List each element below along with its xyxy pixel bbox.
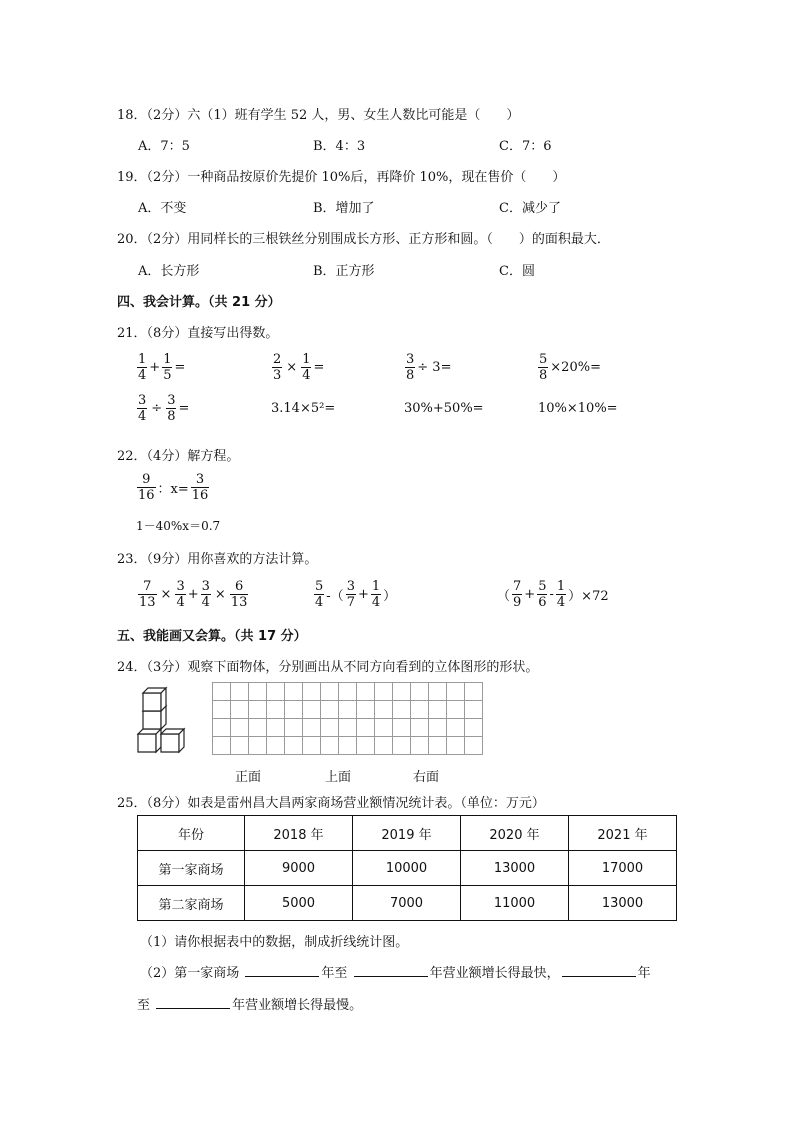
operator: × (214, 587, 226, 602)
table-header-cell: 2021 年 (569, 816, 677, 851)
q25-sub-2-text: 年营业额增长得最快， (429, 966, 560, 981)
operator: ） (383, 589, 397, 604)
q21-expr-2 (271, 352, 324, 383)
q18-option-b[interactable]: B．4：3 (313, 139, 366, 154)
operator: × (160, 587, 172, 602)
q19-option-b[interactable]: B．增加了 (313, 201, 375, 216)
q19-option-a[interactable]: A．不变 (138, 201, 187, 216)
numerator: 3 (346, 579, 355, 594)
q22-text: 22．（4分）解方程。 (117, 449, 240, 464)
q23-calc-1 (137, 579, 249, 610)
numerator: 3 (167, 393, 176, 408)
q19-text: 19．（2分）一种商品按原价先提价 10%后，再降价 10%，现在售价（ ） (117, 170, 566, 185)
q21-expr-7: 30%+50%= (404, 401, 484, 416)
table-cell: 7000 (353, 886, 461, 921)
expr-rest: ÷ 3= (417, 360, 452, 375)
fraction (175, 579, 185, 610)
q25-text: 25．（8分）如表是雷州昌大昌两家商场营业额情况统计表。（单位：万元） (117, 796, 545, 811)
sales-table (137, 815, 677, 921)
numerator: 1 (371, 579, 381, 594)
numerator: 1 (163, 352, 172, 367)
fraction (166, 393, 176, 424)
q18-option-c[interactable]: C．7：6 (499, 139, 552, 154)
q25-sub-2-text: 至 (137, 998, 151, 1013)
numerator: 3 (201, 579, 210, 594)
expr-mid: ：x= (157, 482, 189, 497)
q21-expr-4 (537, 352, 601, 383)
fraction (137, 393, 147, 424)
denominator: 4 (176, 595, 185, 610)
denominator: 8 (406, 368, 415, 383)
q23-text: 23．（9分）用你喜欢的方法计算。 (117, 552, 318, 567)
numerator: 6 (230, 579, 249, 595)
denominator: 5 (163, 368, 172, 383)
q21-expr-1 (136, 352, 185, 383)
denominator: 3 (273, 368, 282, 383)
numerator: 7 (513, 579, 522, 594)
drawing-grid[interactable] (212, 682, 483, 755)
numerator: 3 (191, 472, 210, 488)
q18-option-a[interactable]: A．7：5 (138, 139, 190, 154)
operator: + (357, 587, 369, 602)
operator: （ (497, 589, 511, 604)
table-cell: 5000 (245, 886, 353, 921)
q21-text: 21．（8分）直接写出得数。 (117, 326, 279, 341)
numerator: 3 (176, 579, 185, 594)
table-cell: 17000 (569, 851, 677, 886)
table-cell: 10000 (353, 851, 461, 886)
fraction (512, 579, 522, 610)
equals: = (313, 360, 325, 375)
table-cell: 9000 (245, 851, 353, 886)
table-header-cell: 年份 (138, 816, 245, 851)
q25-sub-2-text: 年至 (321, 966, 348, 981)
view-label-top: 上面 (325, 770, 352, 785)
numerator: 9 (137, 472, 156, 488)
numerator: 3 (406, 352, 415, 367)
denominator: 4 (138, 368, 147, 383)
table-header-cell: 2018 年 (245, 816, 353, 851)
fraction (346, 579, 356, 610)
operator: ÷ (151, 401, 163, 416)
answer-blank[interactable] (156, 996, 230, 1009)
q24-text: 24．（3分）观察下面物体，分别画出从不同方向看到的立体图形的形状。 (117, 660, 539, 675)
q22-equation-1 (136, 472, 210, 503)
fraction (137, 352, 147, 383)
expr-tail: ）×72 (568, 589, 609, 604)
numerator: 3 (138, 393, 147, 408)
q25-sub-2-text: 年 (637, 966, 651, 981)
denominator: 16 (191, 488, 209, 503)
operator: + (149, 360, 161, 375)
fraction (230, 579, 249, 610)
fraction (162, 352, 172, 383)
q20-option-a[interactable]: A．长方形 (138, 264, 200, 279)
denominator: 16 (138, 488, 155, 503)
fraction (405, 352, 415, 383)
denominator: 7 (346, 595, 355, 610)
numerator: 2 (273, 352, 282, 367)
denominator: 9 (513, 595, 522, 610)
table-cell: 11000 (461, 886, 569, 921)
q21-expr-6: 3.14×5²= (271, 401, 336, 416)
table-row (138, 886, 677, 921)
q25-sub-2-text: 年营业额增长得最慢。 (232, 998, 363, 1013)
operator: × (286, 360, 298, 375)
fraction (138, 579, 157, 610)
fraction (201, 579, 211, 610)
q25-sub-2-line-2 (137, 994, 362, 1013)
q25-sub-2-prefix: （2）第一家商场 (140, 966, 240, 981)
denominator: 6 (538, 595, 547, 610)
denominator: 4 (302, 368, 311, 383)
view-label-right: 右面 (413, 770, 440, 785)
numerator: 7 (138, 579, 157, 595)
fraction (137, 472, 156, 503)
answer-blank[interactable] (562, 964, 636, 977)
table-cell: 13000 (461, 851, 569, 886)
fraction (371, 579, 381, 610)
q22-equation-2: 1－40%x＝0.7 (136, 519, 221, 533)
operator: + (187, 587, 199, 602)
q20-option-c[interactable]: C．圆 (499, 264, 535, 279)
fraction (314, 579, 324, 610)
q20-text: 20．（2分）用同样长的三根铁丝分别围成长方形、正方形和圆。（ ）的面积最大． (117, 232, 610, 247)
fraction (538, 352, 548, 383)
fraction (301, 352, 311, 383)
expr-rest: ×20%= (550, 360, 601, 375)
section-5-title: 五、我能画又会算。（共 17 分） (117, 629, 307, 644)
equals: = (178, 401, 190, 416)
view-label-front: 正面 (235, 770, 262, 785)
denominator: 4 (556, 595, 566, 610)
answer-blank[interactable] (354, 964, 428, 977)
numerator: 1 (302, 352, 311, 367)
denominator: 4 (201, 595, 210, 610)
fraction (537, 579, 547, 610)
fraction (191, 472, 210, 503)
operator: + (524, 587, 536, 602)
section-4-title: 四、我会计算。（共 21 分） (117, 295, 281, 310)
q23-calc-3 (497, 579, 609, 610)
operator: -（ (326, 589, 344, 604)
table-cell: 13000 (569, 886, 677, 921)
denominator: 13 (230, 595, 248, 610)
denominator: 4 (371, 595, 381, 610)
q21-expr-8: 10%×10%= (538, 401, 618, 416)
equals: = (174, 360, 186, 375)
table-cell: 第一家商场 (138, 851, 245, 886)
denominator: 8 (539, 368, 548, 383)
table-cell: 第二家商场 (138, 886, 245, 921)
q20-option-b[interactable]: B．正方形 (313, 264, 375, 279)
numerator: 1 (138, 352, 147, 367)
denominator: 8 (167, 409, 176, 424)
operator: - (549, 587, 554, 602)
q21-expr-5 (136, 393, 189, 424)
numerator: 5 (539, 352, 548, 367)
numerator: 1 (556, 579, 566, 594)
fraction (556, 579, 566, 610)
q18-text: 18．（2分）六（1）班有学生 52 人，男、女生人数比可能是（ ） (117, 108, 520, 123)
table-header-cell: 2020 年 (461, 816, 569, 851)
q25-sub-1: （1）请你根据表中的数据，制成折线统计图。 (140, 935, 409, 950)
cube-stack-figure (134, 686, 190, 754)
q23-calc-2 (313, 579, 396, 610)
q25-sub-2-line-1 (140, 962, 651, 981)
q21-expr-3 (404, 352, 451, 383)
numerator: 5 (315, 579, 324, 594)
fraction (272, 352, 282, 383)
table-header-cell: 2019 年 (353, 816, 461, 851)
denominator: 4 (138, 409, 147, 424)
table-header-row (138, 816, 677, 851)
answer-blank[interactable] (245, 964, 319, 977)
table-row (138, 851, 677, 886)
denominator: 4 (315, 595, 324, 610)
q19-option-c[interactable]: C．减少了 (499, 201, 561, 216)
numerator: 5 (538, 579, 547, 594)
denominator: 13 (139, 595, 156, 610)
